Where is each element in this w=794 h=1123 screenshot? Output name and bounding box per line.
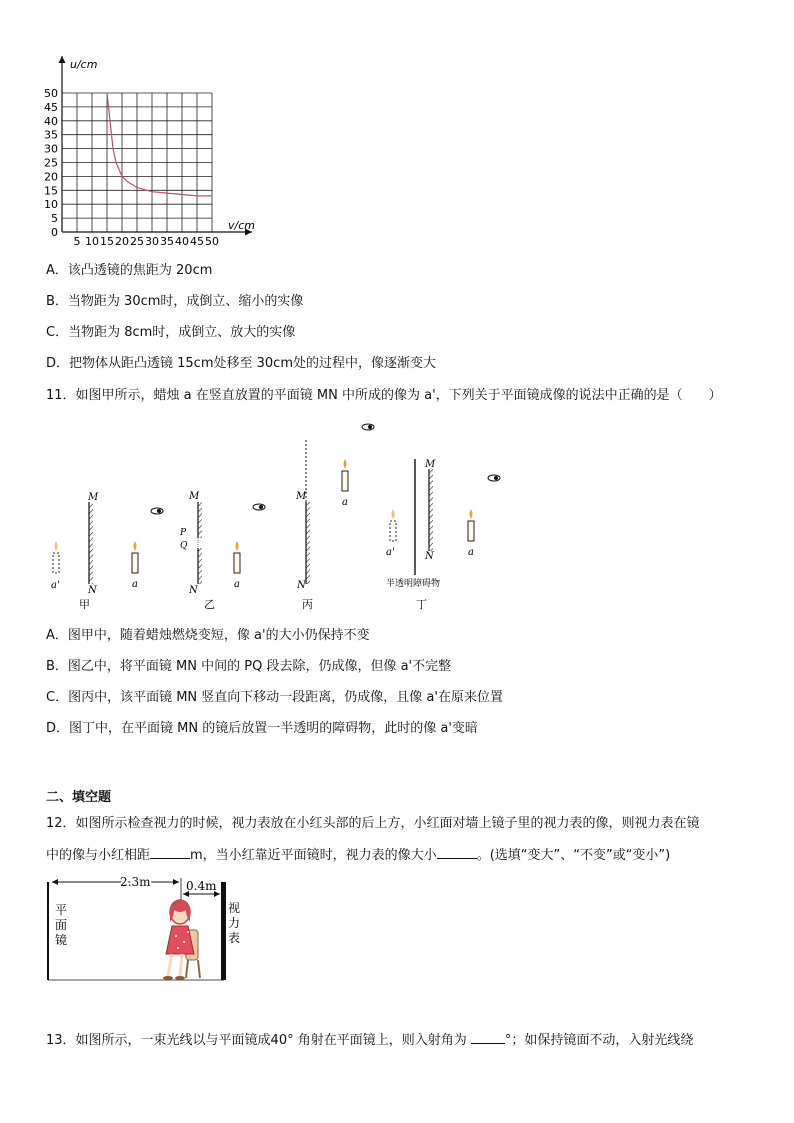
eye-icon [253, 504, 265, 510]
svg-text:平: 平 [55, 903, 68, 917]
y-tick-label: 45 [44, 100, 58, 114]
svg-text:M: M [296, 491, 307, 502]
x-tick-label: 35 [160, 235, 174, 248]
svg-text:a: a [468, 547, 474, 558]
svg-text:镜: 镜 [55, 933, 68, 947]
svg-text:表: 表 [228, 931, 241, 945]
svg-text:N: N [297, 580, 306, 591]
svg-text:M: M [425, 459, 436, 470]
svg-text:2.3m: 2.3m [120, 875, 151, 889]
figure-jia [51, 492, 163, 611]
q12-line1: 12．如图所示检查视力的时候，视力表放在小红头部的后上方，小红面对墙上镜子里的视力表的像，则视力表在镜 [46, 816, 700, 831]
y-tick-label: 40 [44, 114, 58, 128]
eye-icon [151, 508, 163, 514]
svg-text:a': a' [386, 547, 395, 558]
q11-option-a: A．图甲中，随着蜡烛燃烧变短，像 a'的大小仍保持不变 [46, 628, 370, 643]
x-tick-label: 25 [130, 235, 144, 248]
svg-text:丁: 丁 [416, 598, 427, 611]
svg-text:丙: 丙 [302, 598, 313, 611]
y-tick-label: 0 [51, 226, 58, 239]
x-tick-label: 40 [175, 235, 189, 248]
q13-line1: 13．如图所示，一束光线以与平面镜成40° 角射在平面镜上，则入射角为 °；如保持镜面不动，入射光线绕 [46, 1033, 694, 1048]
svg-text:a: a [342, 497, 348, 508]
q10-option-a: A．该凸透镜的焦距为 20cm [46, 263, 213, 278]
svg-text:甲: 甲 [79, 598, 90, 611]
svg-text:a': a' [51, 580, 60, 591]
svg-text:M: M [88, 492, 99, 503]
y-tick-label: 35 [44, 128, 58, 142]
q10-option-c: C．当物距为 8cm时，成倒立、放大的实像 [46, 325, 296, 340]
svg-text:力: 力 [228, 916, 241, 930]
answer-blank-distance[interactable] [150, 846, 190, 859]
q11-option-b: B．图乙中，将平面镜 MN 中间的 PQ 段去除，仍成像，但像 a'不完整 [46, 659, 452, 674]
q11-stem: 11．如图甲所示，蜡烛 a 在竖直放置的平面镜 MN 中所成的像为 a'，下列关于平面镜成像的说法中正确的是（ ） [46, 388, 722, 403]
svg-text:半透明障碍物: 半透明障碍物 [386, 579, 441, 589]
eye-icon [362, 424, 374, 430]
y-axis-label: u/cm [70, 58, 98, 71]
svg-text:0.4m: 0.4m [186, 879, 217, 893]
svg-text:N: N [189, 585, 198, 596]
answer-blank-size[interactable] [437, 846, 477, 859]
svg-text:a: a [132, 579, 138, 590]
svg-text:视: 视 [228, 901, 241, 915]
eye-chart [221, 882, 226, 980]
x-tick-label: 10 [85, 235, 99, 248]
x-tick-label: 5 [73, 235, 81, 248]
y-tick-label: 10 [44, 198, 58, 212]
q10-option-b: B．当物距为 30cm时，成倒立、缩小的实像 [46, 294, 304, 309]
graph-grid [62, 93, 212, 232]
q12-figure [44, 872, 254, 984]
y-tick-label: 50 [44, 87, 58, 100]
x-tick-label: 50 [205, 235, 219, 248]
y-tick-label: 25 [44, 156, 58, 170]
x-tick-label: 15 [100, 235, 114, 248]
q11-option-d: D．图丁中，在平面镜 MN 的镜后放置一半透明的障碍物，此时的像 a'变暗 [46, 721, 478, 736]
figure-yi [179, 491, 265, 611]
x-tick-label: 45 [190, 235, 204, 248]
x-tick-label: 20 [115, 235, 129, 248]
q11-figure [40, 415, 520, 615]
svg-text:P: P [180, 528, 187, 538]
svg-text:M: M [189, 491, 200, 502]
figure-ding [386, 459, 500, 611]
y-tick-label: 20 [44, 170, 58, 184]
svg-text:N: N [425, 551, 434, 562]
svg-text:面: 面 [55, 918, 68, 932]
girl-figure [163, 900, 200, 980]
figure-bing [295, 424, 374, 611]
svg-text:a: a [234, 579, 240, 590]
y-tick-label: 30 [44, 142, 58, 156]
y-tick-label: 5 [51, 212, 58, 226]
y-tick-label: 15 [44, 184, 58, 198]
uv-graph [40, 52, 270, 252]
svg-text:Q: Q [180, 541, 188, 551]
x-axis-label: v/cm [228, 219, 255, 232]
uv-curve [107, 93, 212, 196]
section-title: 二、填空题 [46, 790, 112, 805]
q10-option-d: D．把物体从距凸透镜 15cm处移至 30cm处的过程中，像逐渐变大 [46, 356, 436, 371]
q11-option-c: C．图丙中，该平面镜 MN 竖直向下移动一段距离，仍成像，且像 a'在原来位置 [46, 690, 503, 705]
svg-text:N: N [88, 585, 97, 596]
svg-text:乙: 乙 [204, 598, 215, 611]
x-tick-label: 30 [145, 235, 159, 248]
q12-line2: 中的像与小红相距 m，当小红靠近平面镜时，视力表的像大小 。(选填“变大”、“不变”或“变小”) [46, 848, 671, 863]
answer-blank-angle[interactable] [471, 1031, 505, 1044]
eye-icon [488, 475, 500, 481]
